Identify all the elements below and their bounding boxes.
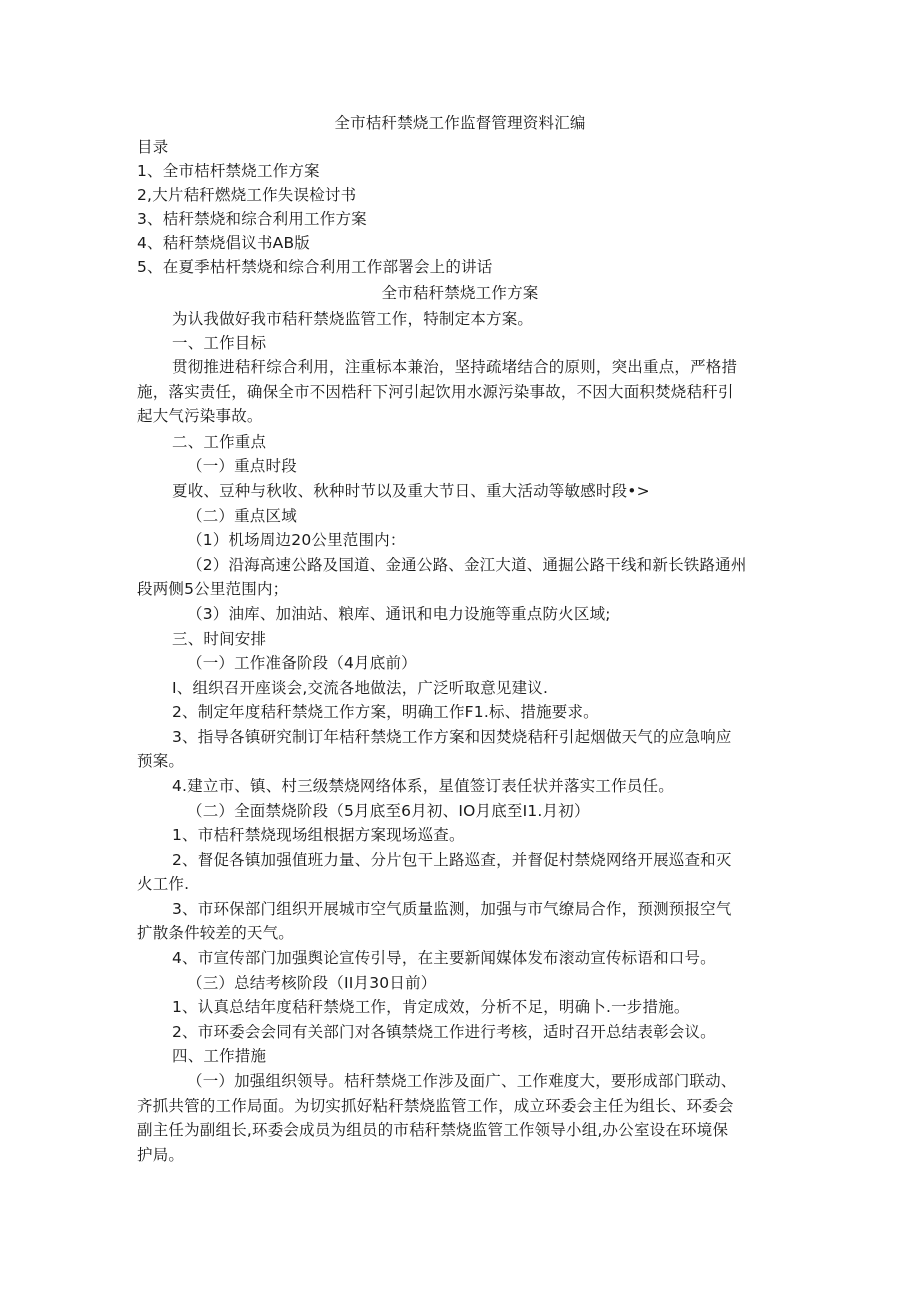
paragraph-line: 副主任为副组长,环委会成员为组员的市秸秆禁烧监管工作领导小组,办公室设在环境保 bbox=[137, 1121, 729, 1139]
paragraph-line: 施，落实责任，确保全市不因梏秆下河引起饮用水源污染事故，不因大面积焚烧秸秆引 bbox=[137, 383, 734, 401]
paragraph-line: 护局。 bbox=[137, 1146, 185, 1164]
paragraph-line: 夏收、豆种与秋收、秋种时节以及重大节日、重大活动等敏感时段•> bbox=[172, 482, 650, 500]
paragraph-line: 扩散条件较差的天气。 bbox=[137, 924, 295, 942]
list-item: 2、督促各镇加强值班力量、分片包干上路巡查，并督促村禁烧网络开展巡查和灭 bbox=[172, 851, 732, 869]
subheading-prep: （一）工作准备阶段（4月底前） bbox=[187, 654, 417, 672]
list-item: 3、指导各镇研究制订年桔秆禁烧工作方案和因焚烧秸秆引起烟做天气的应急响应 bbox=[172, 728, 732, 746]
list-item: 1、市桔秆禁烧现场组根据方案现场巡查。 bbox=[172, 826, 465, 844]
list-item: （2）沿海高速公路及国道、金通公路、金江大道、通掘公路干线和新长铁路通州 bbox=[187, 556, 747, 574]
paragraph-line: 贯彻推进秸秆综合利用，注重标本兼治，坚持疏堵结合的原则，突出重点，严格措 bbox=[172, 358, 738, 376]
subheading-periods: （一）重点时段 bbox=[187, 457, 297, 475]
intro-paragraph: 为认我做好我市秸秆禁烧监管工作，特制定本方案。 bbox=[172, 310, 534, 328]
toc-heading: 目录 bbox=[137, 138, 169, 156]
list-item: （3）油库、加油站、粮库、通讯和电力设施等重点防火区域; bbox=[187, 605, 611, 623]
paragraph-line: 段两侧5公里范围内； bbox=[137, 580, 289, 598]
heading-goals: 一、工作目标 bbox=[172, 334, 267, 352]
toc-item: 4、秸秆禁烧倡议书AB版 bbox=[137, 234, 310, 252]
heading-focus: 二、工作重点 bbox=[172, 433, 267, 451]
heading-schedule: 三、时间安排 bbox=[172, 630, 267, 648]
paragraph-line: 预案。 bbox=[137, 752, 185, 770]
toc-item: 3、桔秆禁烧和综合利用工作方案 bbox=[137, 210, 367, 228]
paragraph-line: （一）加强组织领导。桔秆禁烧工作涉及面广、工作难度大，要形成部门联动、 bbox=[187, 1072, 737, 1090]
toc-item: 5、在夏季枯杆禁烧和综合利用工作部署会上的讲话 bbox=[137, 258, 493, 276]
list-item: 4.建立市、镇、村三级禁烧网络体系，星值签订表任状并落实工作员任。 bbox=[172, 777, 674, 795]
paragraph-line: 齐抓共管的工作局面。为切实抓好粘秆禁烧监管工作，成立环委会主任为组长、环委会 bbox=[137, 1097, 734, 1115]
paragraph-line: 起大气污染事故。 bbox=[137, 407, 263, 425]
list-item: 3、市环保部门组织开展城市空气质量监测，加强与市气缭局合作，预测预报空气 bbox=[172, 900, 732, 918]
toc-item: 1、全市桔杆禁烧工作方案 bbox=[137, 162, 320, 180]
list-item: 2、制定年度秸秆禁烧工作方案，明确工作F1.标、措施要求。 bbox=[172, 703, 599, 721]
paragraph-line: 火工作. bbox=[137, 875, 190, 893]
section-title: 全市秸秆禁烧工作方案 bbox=[381, 284, 539, 302]
subheading-areas: （二）重点区域 bbox=[187, 507, 297, 525]
list-item: 2、市环委会会同有关部门对各镇禁烧工作进行考核，适时召开总结表彰会议。 bbox=[172, 1023, 716, 1041]
list-item: （1）机场周边20公里范围内： bbox=[187, 531, 406, 549]
toc-item: 2,大片秸秆燃烧工作失误检讨书 bbox=[137, 186, 357, 204]
list-item: 4、市宣传部门加强舆论宣传引导，在主要新闻媒体发布滚动宣传标语和口号。 bbox=[172, 949, 716, 967]
heading-measures: 四、工作措施 bbox=[172, 1047, 267, 1065]
subheading-full-ban: （二）全面禁烧阶段（5月底至6月初、IO月底至I1.月初） bbox=[187, 802, 590, 820]
document-title: 全市桔秆禁烧工作监督管理资料汇编 bbox=[334, 114, 586, 132]
subheading-review: （三）总结考核阶段（II月30日前） bbox=[187, 974, 437, 992]
list-item: 1、认真总结年度秸秆禁烧工作，肯定成效，分析不足，明确卜.一步措施。 bbox=[172, 998, 690, 1016]
list-item: I、组织召开座谈会,交流各地做法，广泛听取意见建议. bbox=[172, 679, 549, 697]
